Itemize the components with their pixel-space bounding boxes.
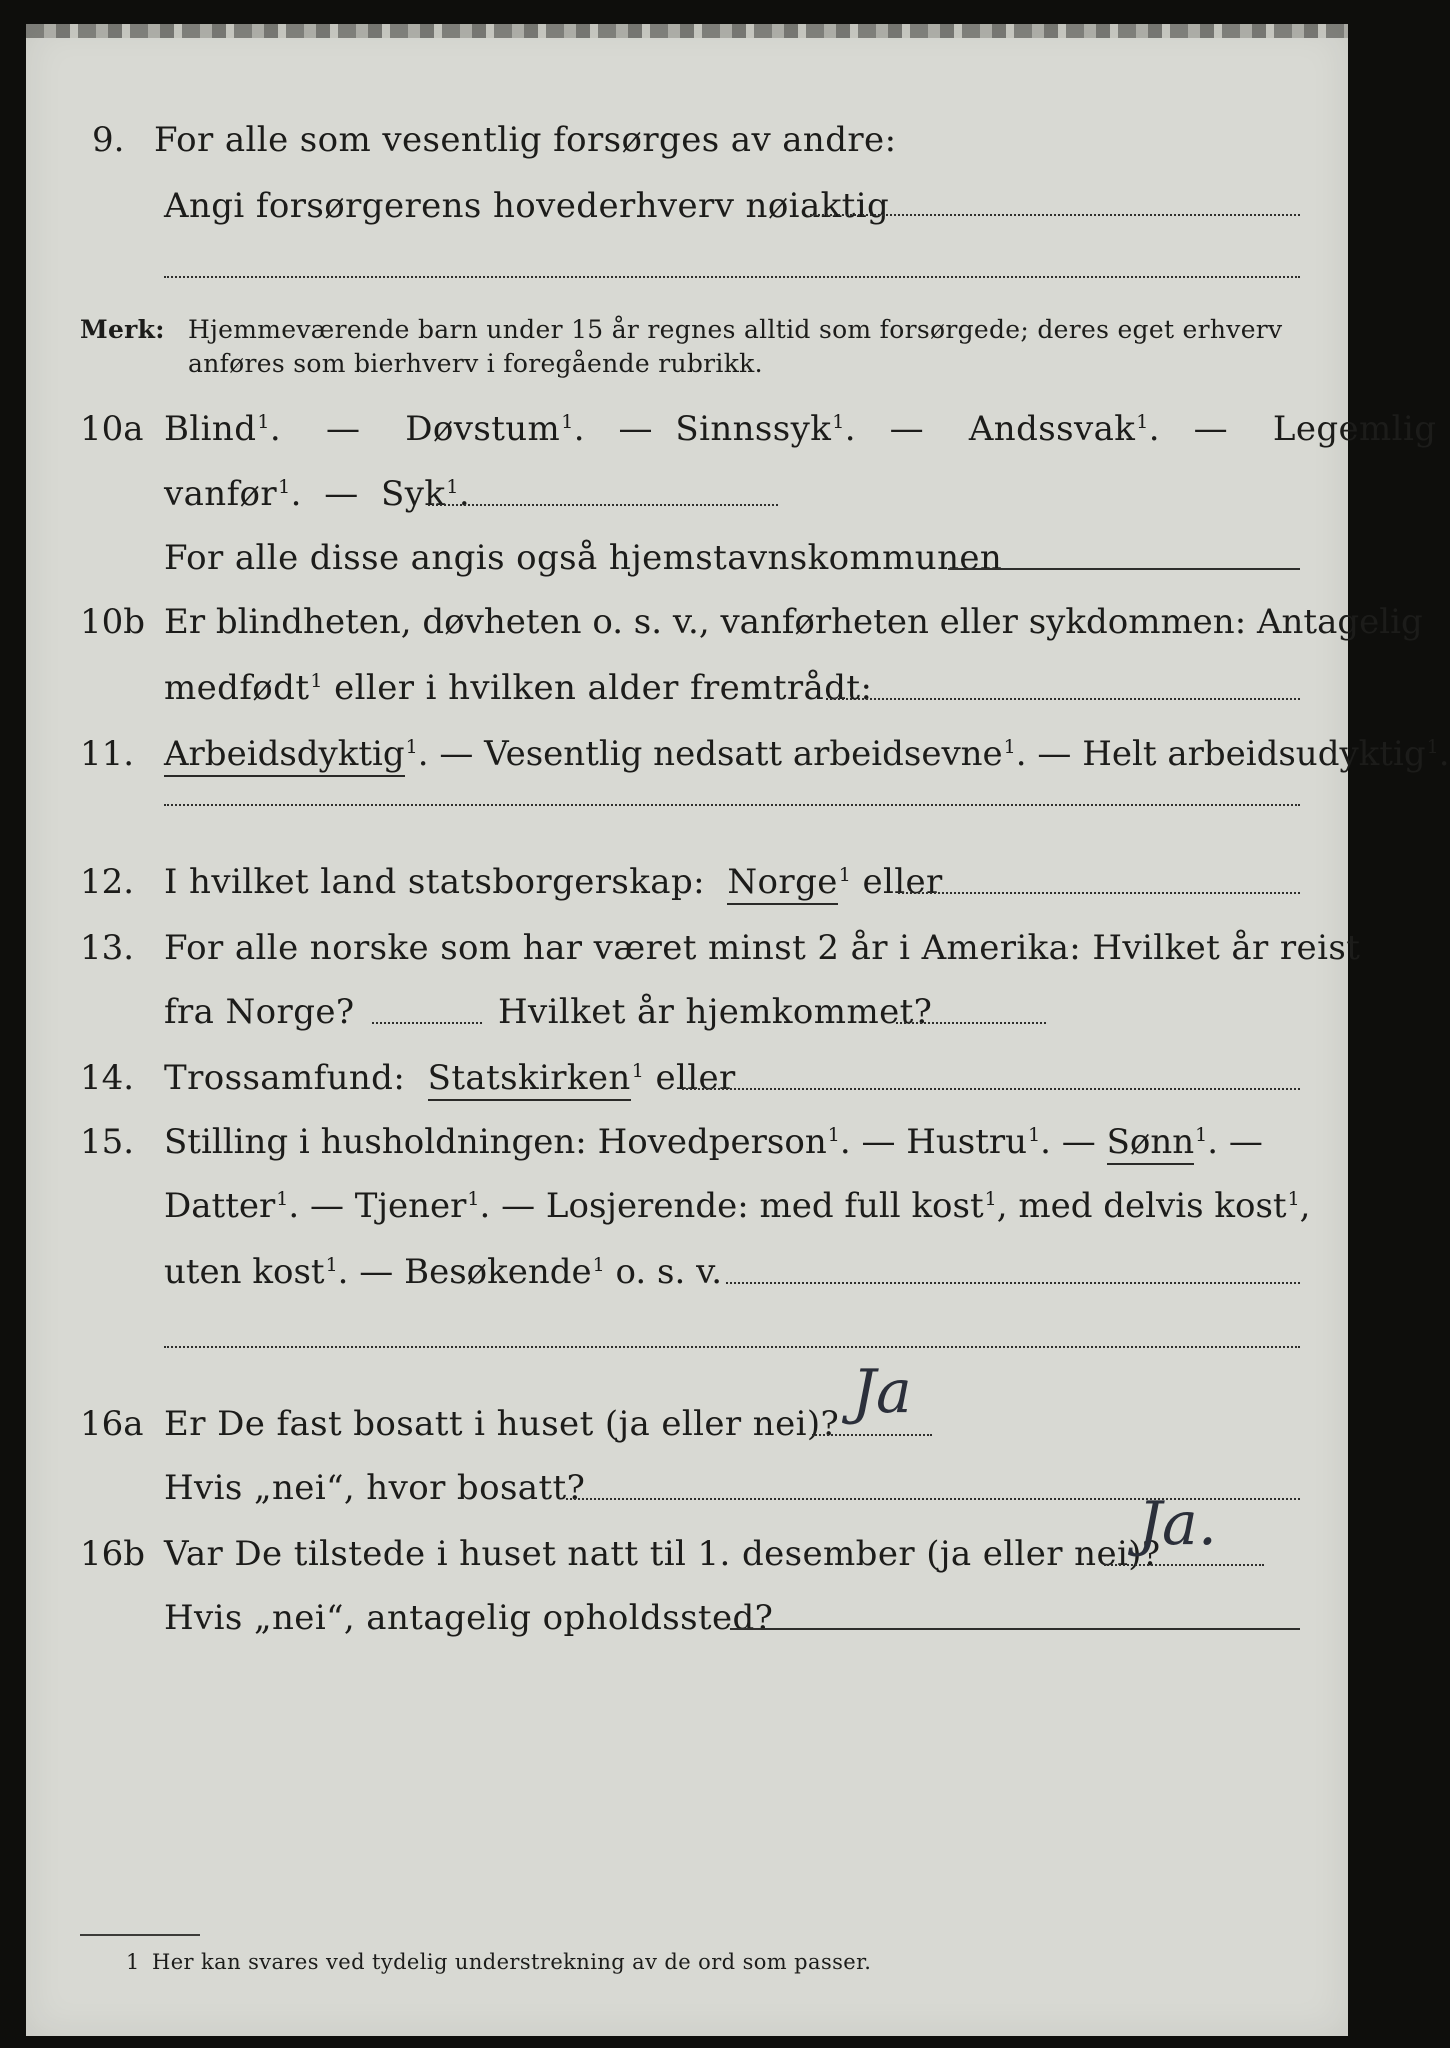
q11-number: 11. [80,734,135,774]
q14-number: 14. [80,1058,135,1098]
q16b-handwritten-answer: Ja. [1138,1489,1217,1559]
option-dovstum: Døvstum [405,409,561,449]
option-syk: Syk [381,474,446,514]
q15-line2: Datter$^1$. — Tjener$^1$. — Losjerende: med full kost$^1$, med delvis kost$^1$, [164,1186,1311,1226]
q16b-number: 16b [80,1534,146,1574]
torn-top-edge [26,24,1348,38]
q12-number: 12. [80,862,135,902]
q16a-line1: Er De fast bosatt i huset (ja eller nei)? [164,1404,840,1444]
q9-number: 9. [92,120,125,160]
q14-line1: Trossamfund: Statskirken$^1$ eller [164,1058,736,1098]
q11-line1: Arbeidsdyktig$^1$. — Vesentlig nedsatt arbeidsevne$^1$. — Helt arbeidsudyktig$^1$. [164,734,1450,774]
q14-answer-line [682,1088,1300,1090]
q15-line1: Stilling i husholdningen: Hovedperson$^1$. — Hustru$^1$. — Sønn$^1$. — [164,1122,1263,1162]
q16a-answer-line [812,1434,932,1436]
q11-answer-line [164,804,1300,806]
merk-line1: Hjemmeværende barn under 15 år regnes alltid som forsørgede; deres eget erhverv [188,315,1283,344]
q12-answer-line [898,892,1300,894]
q10a-answer-line [428,504,778,506]
merk-label: Merk: [80,315,165,344]
q13-hjem-line [896,1022,1046,1024]
option-medfodt: medfødt [164,668,310,708]
q10b-line1: Er blindheten, døvheten o. s. v., vanførheten eller sykdommen: Antagelig [164,602,1423,642]
q10b-number: 10b [80,602,146,642]
q16a-line2: Hvis „nei“, hvor bosatt? [164,1468,586,1508]
q10b-answer-line [826,698,1300,700]
q9-line1: For alle som vesentlig forsørges av andre: [154,120,897,160]
q15-line3: uten kost$^1$. — Besøkende$^1$ o. s. v. [164,1252,723,1292]
q9-answer-line [810,214,1300,216]
option-legemlig: Legemlig [1272,409,1437,449]
q16b-answer-line [1104,1564,1264,1566]
q13-number: 13. [80,928,135,968]
q10a-line3: For alle disse angis også hjemstavnskommunen [164,538,1003,578]
option-vanfor: vanfør [164,474,278,514]
q10a-line2: vanfør$^1$. — Syk$^1$. [164,474,471,514]
q12-line1: I hvilket land statsborgerskap: Norge$^1$ eller [164,862,943,902]
option-norge-underlined: Norge [727,862,837,905]
census-form-page [26,24,1450,2036]
q16a-number: 16a [80,1404,144,1444]
q16b-line1: Var De tilstede i huset natt til 1. desember (ja eller nei)? [164,1534,1161,1574]
q15-number: 15. [80,1122,135,1162]
q13-reist-line [372,1022,482,1024]
q16b-opholdssted-line [730,1628,1300,1630]
q9-line2: Angi forsørgerens hovederhverv nøiaktig [164,186,890,226]
q10a-kommune-line [948,568,1300,570]
footnote-rule [80,1934,200,1936]
q13-hjemkommet: Hvilket år hjemkommet? [498,992,933,1032]
option-blind: Blind [164,409,257,449]
q10a-line1: Blind$^1$. — Døvstum$^1$. — Sinnssyk$^1$. — Andssvak$^1$. — Legemlig [164,409,1437,449]
option-andssvak: Andssvak [968,409,1136,449]
option-statskirken-underlined: Statskirken [428,1058,631,1101]
option-sonn-underlined: Sønn [1107,1122,1195,1165]
q16a-handwritten-answer: Ja [852,1357,912,1427]
q15-answer-line-2 [164,1346,1300,1348]
option-arbeidsdyktig-underlined: Arbeidsdyktig [164,734,405,777]
q9-answer-line-2 [164,276,1300,278]
q15-answer-line [726,1282,1300,1284]
option-sinnssyk: Sinnssyk [675,409,832,449]
footnote-text: Her kan svares ved tydelig understrekning av de ord som passer. [152,1950,872,1974]
footnote-mark: 1 [126,1950,140,1974]
q13-line1: For alle norske som har været minst 2 år i Amerika: Hvilket år reist [164,928,1361,968]
q16b-line2: Hvis „nei“, antagelig opholdssted? [164,1598,774,1638]
q13-fra-norge: fra Norge? [164,992,355,1032]
q10b-line2: medfødt$^1$ eller i hvilken alder fremtrådt: [164,668,873,708]
q10a-number: 10a [80,409,144,449]
merk-line2: anføres som bierhverv i foregående rubrikk. [188,349,763,378]
